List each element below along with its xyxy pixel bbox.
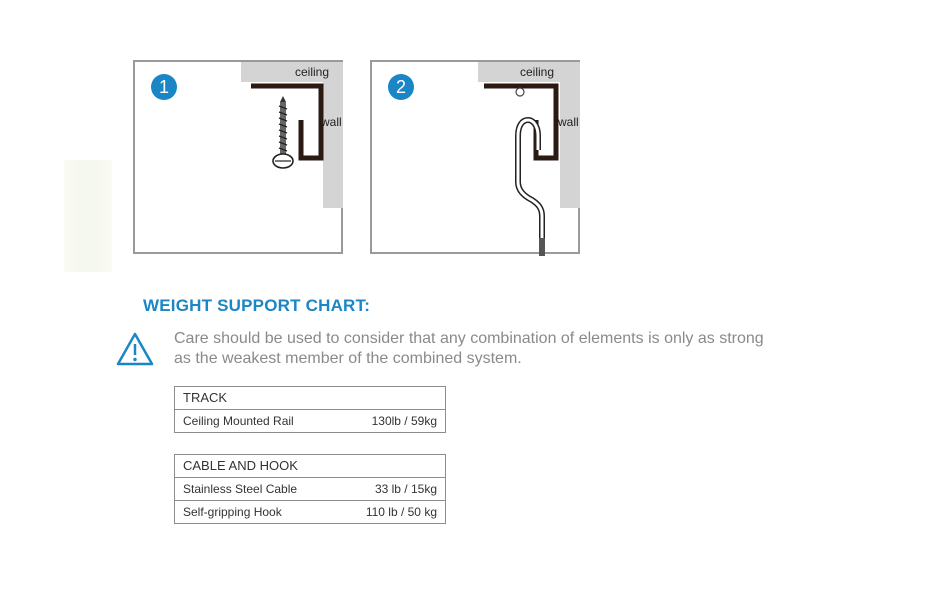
track-spec-table <box>174 386 446 433</box>
warning-line-1: Care should be used to consider that any combination of elements is only as strong <box>174 330 764 347</box>
warning-text <box>174 329 794 369</box>
item-capacity: 130lb / 59kg <box>371 414 437 428</box>
diagram-step-2 <box>370 60 580 254</box>
table-header: TRACK <box>175 387 445 410</box>
table-row <box>175 500 445 523</box>
screw-icon <box>273 96 293 168</box>
wall-surface <box>560 62 580 208</box>
cable-icon <box>539 238 545 256</box>
mount-hole <box>516 88 524 96</box>
ceiling-label: ceiling <box>520 65 555 79</box>
item-name: Ceiling Mounted Rail <box>183 414 294 428</box>
table-row <box>175 410 445 432</box>
table-header: CABLE AND HOOK <box>175 455 445 478</box>
hook-inner <box>518 120 542 240</box>
step-number-badge: 1 <box>151 74 177 100</box>
faint-watermark <box>64 160 112 272</box>
diagram-step-1 <box>133 60 343 254</box>
step-number-badge: 2 <box>388 74 414 100</box>
item-name: Self-gripping Hook <box>183 505 282 519</box>
item-capacity: 110 lb / 50 kg <box>365 505 437 519</box>
cable-hook-spec-table <box>174 454 446 524</box>
wall-surface <box>323 62 343 208</box>
ceiling-label: ceiling <box>295 65 330 79</box>
wall-label: wall <box>558 115 579 129</box>
warning-line-2: as the weakest member of the combined system. <box>174 350 522 367</box>
item-capacity: 33 lb / 15kg <box>374 482 437 496</box>
warning-triangle-icon <box>115 331 155 367</box>
item-name: Stainless Steel Cable <box>183 482 298 496</box>
wall-label: wall <box>321 115 342 129</box>
table-row <box>175 478 445 500</box>
weight-chart-title: WEIGHT SUPPORT CHART: <box>143 296 371 315</box>
